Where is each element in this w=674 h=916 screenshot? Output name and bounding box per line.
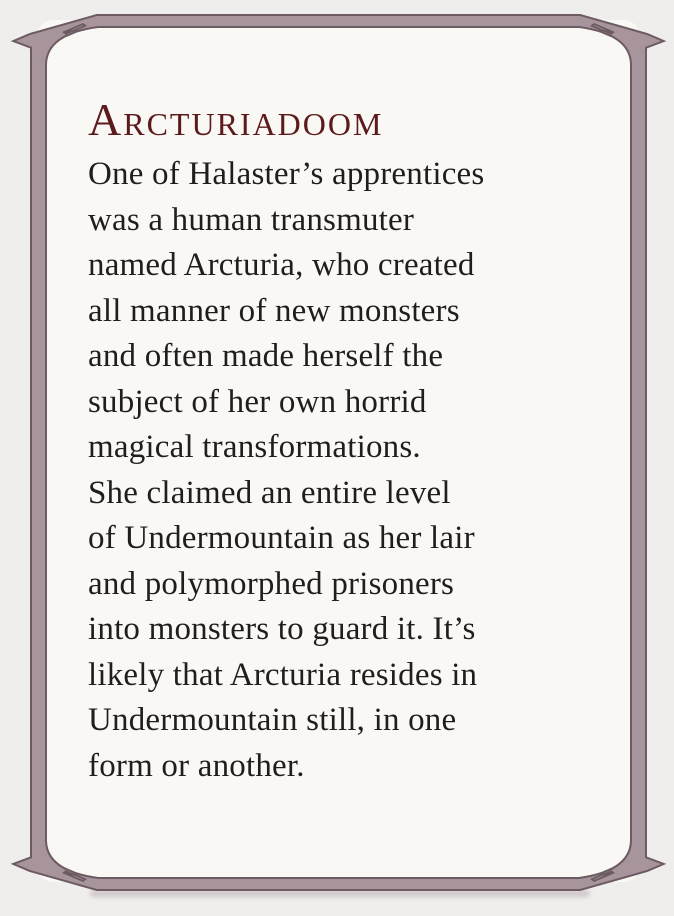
body-line: and polymorphed prisoners — [88, 565, 455, 602]
body-line: named Arcturia, who created — [88, 247, 475, 283]
body-line: One of Halaster’s apprentices — [88, 156, 485, 192]
body-line: was a human transmuter — [88, 201, 415, 238]
body-line: She claimed an entire level — [88, 474, 451, 511]
body-line: form or another. — [88, 747, 305, 784]
body-line: into monsters to guard it. It’s — [88, 611, 476, 647]
body-line: subject of her own horrid — [88, 383, 427, 420]
body-line: Undermountain still, in one — [88, 702, 457, 738]
body-line: all manner of new monsters — [88, 292, 460, 329]
card-body — [88, 152, 628, 789]
body-line: and often made herself the — [88, 338, 444, 374]
body-line: magical transformations. — [88, 429, 421, 465]
body-line: of Undermountain as her lair — [88, 520, 475, 556]
card-content — [88, 94, 628, 789]
card-title: Arcturiadoom — [88, 94, 384, 145]
frame-shadow — [90, 890, 590, 897]
body-line: likely that Arcturia resides in — [88, 656, 478, 693]
